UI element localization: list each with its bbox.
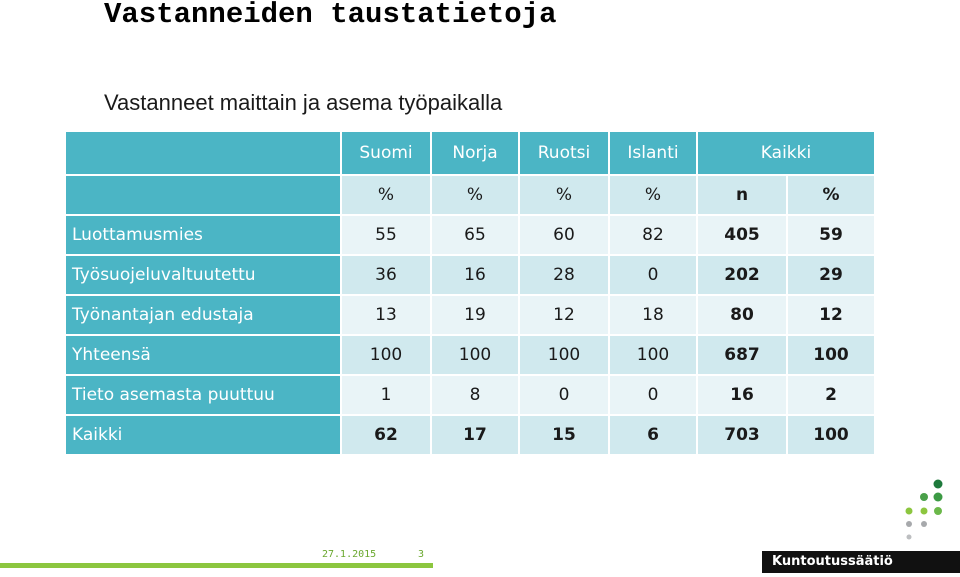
table-cell: 703 xyxy=(697,415,787,455)
header-cell-islanti: Islanti xyxy=(609,131,697,175)
footer-date: 27.1.2015 xyxy=(322,549,377,560)
table-cell: 2 xyxy=(787,375,875,415)
brand-logo-text: Kuntoutussäätiö xyxy=(762,551,960,573)
table-cell: 1 xyxy=(341,375,431,415)
table-cell: 6 xyxy=(609,415,697,455)
results-table xyxy=(64,130,876,456)
logo-dots-icon xyxy=(900,478,960,548)
table-cell: 55 xyxy=(341,215,431,255)
slide-title: Vastanneiden taustatietoja xyxy=(104,0,557,31)
table-cell: 19 xyxy=(431,295,519,335)
header-cell-kaikki: Kaikki xyxy=(697,131,875,175)
header-cell-empty xyxy=(65,131,341,175)
table-cell: 687 xyxy=(697,335,787,375)
table-row xyxy=(65,295,875,335)
row-label: Tieto asemasta puuttuu xyxy=(65,375,341,415)
unit-cell: % xyxy=(431,175,519,215)
table-cell: 100 xyxy=(787,335,875,375)
table-cell: 59 xyxy=(787,215,875,255)
page-number: 3 xyxy=(418,549,425,560)
table-cell: 16 xyxy=(431,255,519,295)
unit-cell: n xyxy=(697,175,787,215)
unit-cell: % xyxy=(519,175,609,215)
slide-subtitle: Vastanneet maittain ja asema työpaikalla xyxy=(104,90,503,115)
table-cell: 12 xyxy=(787,295,875,335)
table-row xyxy=(65,255,875,295)
table-cell: 80 xyxy=(697,295,787,335)
table-unit-row xyxy=(65,175,875,215)
table-cell: 13 xyxy=(341,295,431,335)
header-cell-norja: Norja xyxy=(431,131,519,175)
table-row xyxy=(65,335,875,375)
unit-cell: % xyxy=(609,175,697,215)
header-cell-suomi: Suomi xyxy=(341,131,431,175)
table-cell: 100 xyxy=(609,335,697,375)
row-label: Luottamusmies xyxy=(65,215,341,255)
table-cell: 0 xyxy=(519,375,609,415)
unit-cell: % xyxy=(787,175,875,215)
table-cell: 16 xyxy=(697,375,787,415)
header-cell-ruotsi: Ruotsi xyxy=(519,131,609,175)
table-cell: 8 xyxy=(431,375,519,415)
footer-divider xyxy=(0,563,433,568)
table-cell: 100 xyxy=(341,335,431,375)
table-row xyxy=(65,375,875,415)
table-cell: 12 xyxy=(519,295,609,335)
table-cell: 82 xyxy=(609,215,697,255)
table-cell: 17 xyxy=(431,415,519,455)
table-cell: 36 xyxy=(341,255,431,295)
table-cell: 100 xyxy=(431,335,519,375)
row-label: Työsuojeluvaltuutettu xyxy=(65,255,341,295)
table-cell: 100 xyxy=(519,335,609,375)
table-cell: 65 xyxy=(431,215,519,255)
table-cell: 0 xyxy=(609,255,697,295)
unit-cell-empty xyxy=(65,175,341,215)
table-cell: 100 xyxy=(787,415,875,455)
table-cell: 202 xyxy=(697,255,787,295)
table-cell: 28 xyxy=(519,255,609,295)
table-cell: 60 xyxy=(519,215,609,255)
table-cell: 62 xyxy=(341,415,431,455)
table-cell: 18 xyxy=(609,295,697,335)
table-row-total xyxy=(65,415,875,455)
row-label: Kaikki xyxy=(65,415,341,455)
table-row xyxy=(65,215,875,255)
table-cell: 405 xyxy=(697,215,787,255)
table-cell: 15 xyxy=(519,415,609,455)
table-header-row xyxy=(65,131,875,175)
table-cell: 29 xyxy=(787,255,875,295)
table-cell: 0 xyxy=(609,375,697,415)
row-label: Työnantajan edustaja xyxy=(65,295,341,335)
unit-cell: % xyxy=(341,175,431,215)
row-label: Yhteensä xyxy=(65,335,341,375)
